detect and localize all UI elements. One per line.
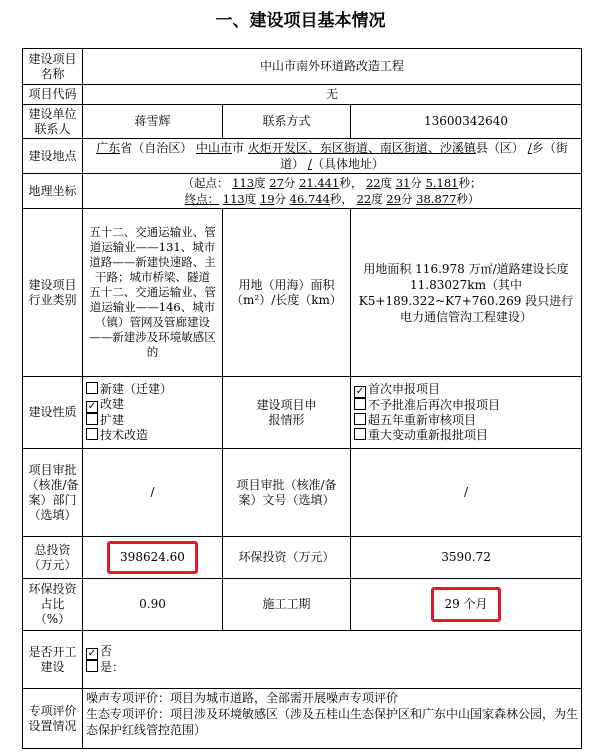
- label-approval-doc: 项目审批（核准/备案）文号（选填）: [223, 449, 351, 537]
- coord-sec-unit: 秒: [339, 176, 351, 190]
- loc-addr: /: [307, 157, 312, 171]
- coord-deg-unit: 度: [244, 192, 257, 206]
- checkbox-icon[interactable]: [86, 382, 98, 394]
- label-approval: 项目审批（核准/备案）部门（选填）: [23, 449, 83, 537]
- report-options: [351, 377, 582, 449]
- started-no-option[interactable]: [86, 644, 578, 660]
- coord-min-unit: 分: [274, 192, 287, 206]
- value-contact-method: 13600342640: [351, 105, 582, 139]
- loc-city-unit: 市: [232, 141, 245, 155]
- label-report: 建设项目申报情形: [223, 377, 351, 449]
- row-industry: [23, 209, 582, 377]
- row-approval: [23, 449, 582, 537]
- coord-end-lon-min: 19: [259, 192, 275, 206]
- label-started: 是否开工建设: [23, 631, 83, 689]
- nature-option-label: 技术改造: [100, 428, 149, 442]
- nature-option-label: 扩建: [100, 413, 125, 427]
- nature-option[interactable]: [86, 428, 219, 443]
- coord-deg-unit: 度: [254, 176, 266, 190]
- nature-options: [83, 377, 223, 449]
- report-option[interactable]: [354, 398, 578, 413]
- project-info-table: [22, 48, 582, 749]
- coord-start-lon-sec: 21.441: [299, 176, 340, 190]
- label-contact: 建设单位联系人: [23, 105, 83, 139]
- coord-start-lat-min: 31: [395, 176, 411, 190]
- report-option[interactable]: [354, 428, 578, 443]
- value-investment-cell: [83, 537, 223, 579]
- value-started: [83, 631, 582, 689]
- checkbox-icon[interactable]: [86, 428, 98, 440]
- coord-end: [86, 191, 578, 207]
- value-coords: [83, 174, 582, 209]
- coord-end-lat-deg: 22: [356, 192, 372, 206]
- coord-sec-unit: 秒: [458, 176, 471, 190]
- row-project-name: [23, 49, 582, 85]
- nature-option-label: 新建（迁建）: [100, 382, 173, 396]
- coord-min-unit: 分: [283, 176, 296, 190]
- loc-province-unit: 省（自治区）: [120, 141, 193, 155]
- label-period: 施工工期: [223, 579, 351, 631]
- coord-start: [86, 175, 578, 191]
- coord-end-lon-deg: 113: [222, 192, 245, 206]
- row-contact: [23, 105, 582, 139]
- row-investment: [23, 537, 582, 579]
- value-project-name: 中山市南外环道路改造工程: [83, 49, 582, 85]
- coord-sec-unit: 秒: [456, 192, 468, 206]
- checkbox-icon[interactable]: ✓: [87, 401, 97, 412]
- checkbox-icon[interactable]: ✓: [355, 386, 365, 397]
- checkbox-icon[interactable]: [354, 428, 366, 440]
- loc-district-unit: 县（区）: [475, 141, 524, 155]
- coord-start-lat-deg: 22: [365, 176, 381, 190]
- started-no-label: 否: [100, 644, 113, 658]
- started-yes-option[interactable]: [86, 660, 578, 675]
- coord-start-lon-deg: 113: [232, 176, 255, 190]
- report-option-label: 重大变动重新报批项目: [368, 428, 489, 442]
- coord-start-lon-min: 27: [269, 176, 284, 190]
- label-location: 建设地点: [23, 139, 83, 174]
- checkbox-icon[interactable]: [86, 413, 98, 425]
- label-contact-method: 联系方式: [223, 105, 351, 139]
- coord-min-unit: 分: [401, 192, 413, 206]
- label-nature: 建设性质: [23, 377, 83, 449]
- value-approval-doc: /: [351, 449, 582, 537]
- label-industry: 建设项目行业类别: [23, 209, 83, 377]
- started-yes-label: 是：: [100, 660, 125, 674]
- value-period: 29 个月: [431, 587, 500, 622]
- value-investment: 398624.60: [107, 541, 198, 574]
- nature-option-label: 改建: [100, 397, 125, 411]
- value-special: [83, 689, 582, 749]
- section-heading: 一、建设项目基本情况: [215, 11, 386, 31]
- report-option[interactable]: [354, 382, 578, 398]
- coord-tail: ）: [467, 192, 480, 206]
- checkbox-icon[interactable]: [86, 660, 98, 672]
- checkbox-icon[interactable]: [354, 398, 366, 410]
- row-ratio: [23, 579, 582, 631]
- value-env-investment: 3590.72: [351, 537, 582, 579]
- loc-town: /: [527, 141, 532, 155]
- row-coords: [23, 174, 582, 209]
- report-option[interactable]: [354, 413, 578, 428]
- coord-sec-unit: 秒: [329, 192, 342, 206]
- row-project-code: [23, 85, 582, 105]
- coord-end-prefix: 终点：: [184, 192, 220, 206]
- special-eco: 生态专项评价：项目涉及环境敏感区（涉及五桂山生态保护区和广东中山国家森林公园，为生态保护红线管控范围）: [86, 707, 579, 737]
- label-env-investment: 环保投资（万元）: [223, 537, 351, 579]
- checkbox-icon[interactable]: [354, 413, 366, 425]
- row-location: [23, 139, 582, 174]
- coord-start-lat-sec: 5.181: [425, 176, 459, 190]
- label-project-code: 项目代码: [23, 85, 83, 105]
- label-special: 专项评价设置情况: [23, 689, 83, 749]
- nature-option[interactable]: [86, 397, 219, 413]
- row-special: [23, 689, 582, 749]
- value-ratio: 0.90: [83, 579, 223, 631]
- label-area: 用地（用海）面积（m²）/长度（km）: [223, 209, 351, 377]
- coord-min-unit: 分: [410, 176, 422, 190]
- value-approval: /: [83, 449, 223, 537]
- checkbox-icon[interactable]: ✓: [87, 648, 97, 659]
- loc-province: 广东: [96, 141, 121, 155]
- loc-district: 火炬开发区、东区街道、南区街道、沙溪镇: [247, 141, 476, 155]
- value-location: [83, 139, 582, 174]
- report-option-label: 首次申报项目: [368, 382, 441, 396]
- nature-option[interactable]: [86, 413, 219, 428]
- label-coords: 地理坐标: [23, 174, 83, 209]
- value-period-cell: [351, 579, 582, 631]
- value-contact: 蒋雪辉: [83, 105, 223, 139]
- coord-start-prefix: （起点：: [182, 176, 229, 190]
- coord-sep: ，: [350, 176, 363, 190]
- coord-tail: ；: [470, 176, 482, 190]
- coord-deg-unit: 度: [380, 176, 393, 190]
- special-noise: 噪声专项评价：项目为城市道路，全部需开展噪声专项评价: [86, 691, 399, 705]
- label-ratio: 环保投资占比（%）: [23, 579, 83, 631]
- loc-city: 中山市: [196, 141, 233, 155]
- coord-sep: ，: [341, 192, 353, 206]
- loc-addr-unit: （具体地址）: [311, 157, 384, 171]
- value-project-code: 无: [83, 85, 582, 105]
- report-option-label: 不予批准后再次申报项目: [368, 398, 501, 412]
- label-investment: 总投资（万元）: [23, 537, 83, 579]
- label-project-name: 建设项目名称: [23, 49, 83, 85]
- coord-end-lat-min: 29: [386, 192, 402, 206]
- report-option-label: 超五年重新审核项目: [368, 413, 477, 427]
- coord-end-lat-sec: 38.877: [416, 192, 457, 206]
- value-area: 用地面积 116.978 万㎡/道路建设长度 11.83027km（其中 K5+189.322~K7+760.269 段只进行电力通信管沟工程建设）: [351, 209, 582, 377]
- row-nature: [23, 377, 582, 449]
- coord-end-lon-sec: 46.744: [289, 192, 330, 206]
- loc-town-unit: 乡（街道）: [280, 141, 568, 171]
- coord-deg-unit: 度: [371, 192, 383, 206]
- row-started: [23, 631, 582, 689]
- value-industry: 五十二、交通运输业、管道运输业——131、城市道路——新建快速路、主干路；城市桥梁、隧道 五十二、交通运输业、管道运输业——146、城市（镇）管网及管廊建设——新建涉及环境敏感区的: [83, 209, 223, 377]
- nature-option[interactable]: [86, 382, 219, 397]
